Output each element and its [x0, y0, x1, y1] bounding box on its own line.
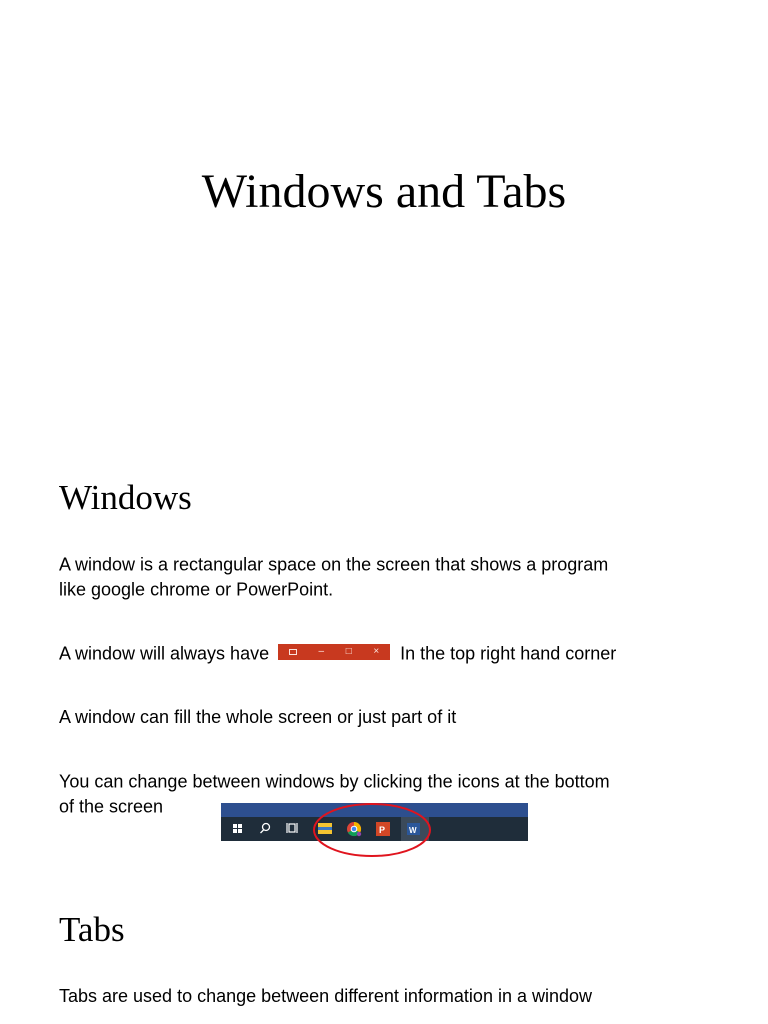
windows-paragraph-1-line-2: like google chrome or PowerPoint.: [59, 579, 334, 600]
window-controls-image: [278, 644, 390, 660]
minimize-icon: –: [318, 646, 325, 658]
windows-paragraph-1-line-1: A window is a rectangular space on the screen that shows a program: [59, 554, 609, 575]
taskbar-image: [221, 803, 528, 863]
maximize-icon: □: [345, 646, 352, 658]
windows-paragraph-2: [59, 640, 699, 665]
windows-paragraph-3: A window can fill the whole screen or just part of it: [59, 707, 457, 727]
file-explorer-icon: [318, 823, 332, 834]
windows-paragraph-4-line-2: of the screen: [59, 796, 164, 817]
windows-paragraph-1: [59, 551, 699, 602]
taskbar-window-strip: [221, 803, 528, 817]
svg-text:P: P: [379, 825, 386, 835]
windows-heading: Windows: [59, 478, 192, 517]
svg-text:W: W: [409, 826, 417, 835]
tabs-heading: Tabs: [59, 910, 125, 949]
restore-icon: [289, 649, 297, 655]
windows-paragraph-2-after: In the top right hand corner: [400, 643, 617, 664]
powerpoint-icon: [376, 822, 390, 836]
tabs-paragraph-1: Tabs are used to change between different information in a window: [59, 986, 593, 1006]
windows-paragraph-2-before: A window will always have: [59, 643, 270, 664]
word-icon: [407, 823, 420, 835]
page-title: Windows and Tabs: [201, 165, 567, 218]
windows-paragraph-4-line-1: You can change between windows by clicking the icons at the bottom: [59, 771, 610, 792]
close-icon: ×: [373, 646, 380, 658]
